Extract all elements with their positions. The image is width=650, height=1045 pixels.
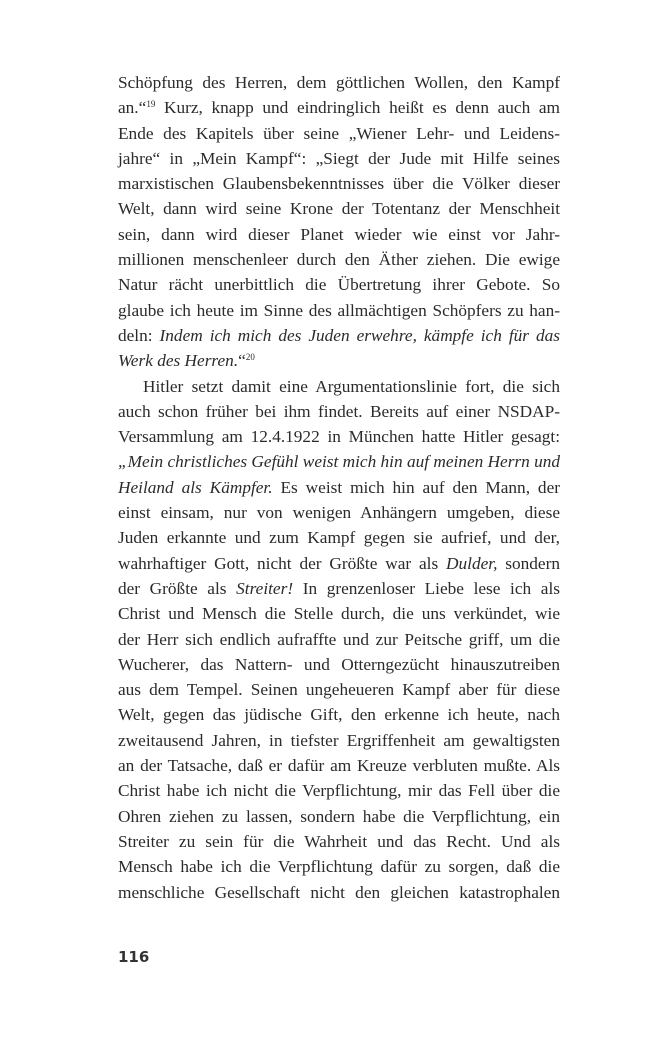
text-line [118,576,560,601]
paragraph [118,70,560,374]
text-line [118,272,560,297]
text-segment: Kurz, knapp und eindringlich heißt es denn auch am [155,98,560,118]
text-line [118,70,560,95]
text-segment: Schöpfung des Herren, dem göttlichen Wollen, den Kampf [118,73,560,92]
text-segment: zweitausend Jahren, in tiefster Ergriffenheit am gewaltigsten [118,730,560,750]
text-segment: In grenzenloser Liebe lese ich als [293,578,560,598]
text-line [118,146,560,171]
text-line [118,880,560,905]
text-segment: sondern [497,553,560,573]
text-segment: Ende des Kapitels über seine „Wiener Lehr- und Leidens- [118,123,560,143]
text-line [118,525,560,550]
text-line [118,652,560,677]
text-line [118,323,560,348]
text-segment: Heiland als Kämpfer. [118,477,273,497]
text-segment: deln: [118,325,160,345]
text-line [118,804,560,829]
text-segment: der Größte als [118,578,237,598]
footnote-marker: 19 [146,99,156,110]
text-segment: Ohren ziehen zu lassen, sondern habe die Verpflichtung, ein [118,806,560,826]
text-line [118,551,560,576]
text-segment: Wucherer, das Nattern- und Otterngezücht hinauszutreiben [118,654,560,674]
book-page-body [118,70,560,905]
text-segment: Streiter zu sein für die Wahrheit und das Recht. Und als [118,831,560,851]
text-line [118,601,560,626]
text-segment: Versammlung am 12.4.1922 in München hatte Hitler gesagt: [118,427,560,447]
text-line [118,222,560,247]
footnote-marker: 20 [245,352,255,363]
text-line [118,424,560,449]
text-segment: glaube ich heute im Sinne des allmächtigen Schöpfers zu han- [118,300,560,320]
text-line [118,121,560,146]
text-segment: Indem ich mich des Juden erwehre, kämpfe ich für das [159,325,560,345]
text-segment: Streiter! [236,578,294,598]
text-segment: der Herr sich endlich aufraffte und zur Peitsche griff, um die [118,629,560,649]
text-segment: auch schon früher bei ihm findet. Bereits auf einer NSDAP- [118,401,560,421]
text-segment: einst einsam, nur von wenigen Anhängern umgeben, diese [118,503,560,523]
text-segment: an.“ [118,98,147,118]
text-segment: Es weist mich hin auf den Mann, der [272,477,560,497]
text-line [118,298,560,323]
paragraph [118,374,560,905]
text-segment: „Mein christliches Gefühl weist mich hin auf meinen Herrn und [118,452,561,472]
text-segment: wahrhaftiger Gott, nicht der Größte war als [118,553,447,573]
text-line [118,753,560,778]
text-line [118,348,560,373]
text-line [118,399,560,424]
text-line [118,95,560,120]
text-line [118,171,560,196]
text-segment: Welt, dann wird seine Krone der Totentanz der Menschheit [118,199,560,219]
text-segment: Welt, gegen das jüdische Gift, den erkenne ich heute, nach [118,705,560,725]
text-segment: Mensch habe ich die Verpflichtung dafür zu sorgen, daß die [118,857,560,877]
text-segment: Hitler setzt damit eine Argumentationslinie fort, die sich [143,376,560,396]
text-line [118,196,560,221]
text-line [118,374,560,399]
text-line [118,677,560,702]
text-line [118,475,560,500]
text-line [118,500,560,525]
text-line [118,247,560,272]
page-number: 116 [118,948,150,966]
text-segment: Christ habe ich nicht die Verpflichtung, mir das Fell über die [118,781,560,801]
text-line [118,449,560,474]
text-segment: “ [238,351,246,371]
text-line [118,778,560,803]
text-line [118,728,560,753]
text-segment: millionen menschenleer durch den Äther ziehen. Die ewige [118,250,560,270]
text-line [118,854,560,879]
text-line [118,829,560,854]
text-segment: Christ und Mensch die Stelle durch, die uns verkündet, wie [118,604,560,624]
text-segment: sein, dann wird dieser Planet wieder wie einst vor Jahr- [118,224,560,244]
text-segment: an der Tatsache, daß er dafür am Kreuze verbluten mußte. Als [118,756,560,776]
text-line [118,702,560,727]
text-segment: jahre“ in „Mein Kampf“: „Siegt der Jude mit Hilfe seines [118,148,560,168]
text-line [118,627,560,652]
text-segment: marxistischen Glaubensbekenntnisses über die Völker dieser [118,174,560,194]
text-segment: Dulder, [446,553,498,573]
text-segment: Natur rächt unerbittlich die Übertretung ihrer Gebote. So [118,275,560,295]
text-segment: aus dem Tempel. Seinen ungeheueren Kampf aber für diese [118,680,560,700]
text-segment: Werk des Herren. [118,351,239,371]
text-segment: Juden erkannte und zum Kampf gegen sie aufrief, und der, [118,528,560,548]
text-segment: menschliche Gesellschaft nicht den gleichen katastrophalen [118,882,560,902]
